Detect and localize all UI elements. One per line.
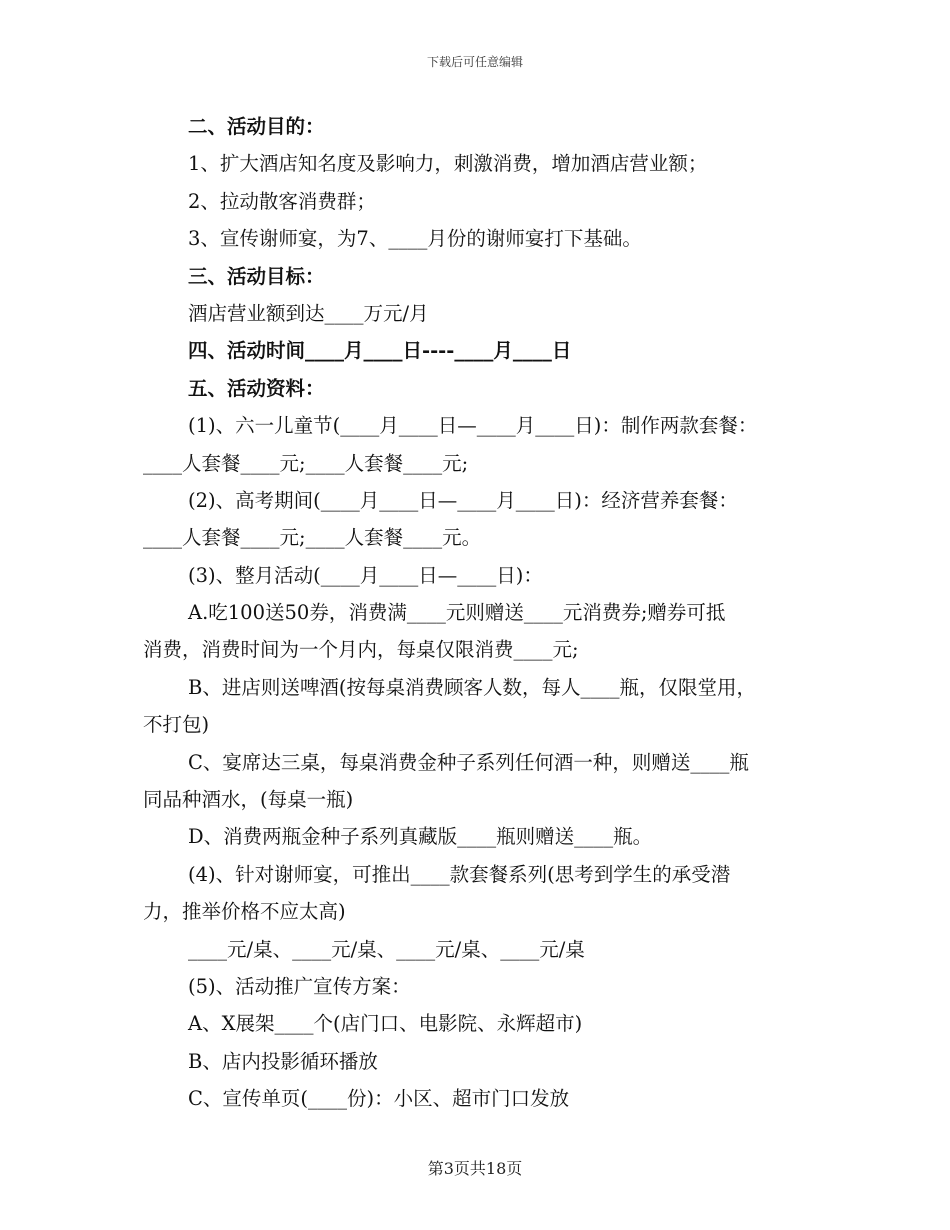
text-line: C、宣传单页(____份)：小区、超市门口发放 — [188, 1087, 570, 1111]
text-line: D、消费两瓶金种子系列真藏版____瓶则赠送____瓶。 — [188, 825, 653, 849]
text-line: A、X展架____个(店门口、电影院、永辉超市) — [188, 1012, 583, 1036]
text-line: (2)、高考期间(____月____日—____月____日)：经济营养套餐： — [188, 488, 738, 512]
text-line: ____元/桌、____元/桌、____元/桌、____元/桌 — [188, 937, 585, 961]
text-line: 2、拉动散客消费群； — [188, 189, 376, 213]
text-line: ____人套餐____元;____人套餐____元; — [143, 451, 469, 475]
text-line: A.吃100送50券，消费满____元则赠送____元消费券;赠券可抵 — [188, 601, 726, 625]
text-line: C、宴席达三桌，每桌消费金种子系列任何酒一种，则赠送____瓶 — [188, 750, 749, 774]
text-line: (1)、六一儿童节(____月____日—____月____日)：制作两款套餐： — [188, 414, 758, 438]
text-line: (4)、针对谢师宴，可推出____款套餐系列(思考到学生的承受潜 — [188, 862, 731, 886]
document-body — [143, 108, 823, 1118]
section-heading: 四、活动时间____月____日----____月____日 — [188, 339, 572, 363]
section-heading: 三、活动目标： — [188, 264, 325, 288]
text-line: B、店内投影循环播放 — [188, 1049, 378, 1073]
text-lines — [143, 108, 823, 1118]
text-line: 酒店营业额到达____万元/月 — [188, 301, 429, 325]
text-line: 消费，消费时间为一个月内，每桌仅限消费____元; — [143, 638, 579, 662]
text-line: B、进店则送啤酒(按每桌消费顾客人数，每人____瓶，仅限堂用， — [188, 675, 756, 699]
text-line: ____人套餐____元;____人套餐____元。 — [143, 526, 482, 550]
page-footer: 第3页共18页 — [427, 1159, 523, 1178]
page-header: 下载后可任意编辑 — [426, 55, 523, 69]
section-heading: 二、活动目的： — [188, 115, 325, 138]
text-line: 同品种酒水，(每桌一瓶) — [143, 788, 354, 812]
text-line: (3)、整月活动(____月____日—____日)： — [188, 563, 543, 587]
text-line: 不打包) — [143, 713, 210, 737]
text-line: 3、宣传谢师宴，为7、____月份的谢师宴打下基础。 — [188, 227, 642, 251]
text-line: 力，推举价格不应太高) — [143, 900, 346, 924]
text-line: 1、扩大酒店知名度及影响力，刺激消费，增加酒店营业额； — [188, 152, 708, 176]
section-heading: 五、活动资料： — [188, 376, 325, 400]
text-line: (5)、活动推广宣传方案： — [188, 974, 411, 998]
